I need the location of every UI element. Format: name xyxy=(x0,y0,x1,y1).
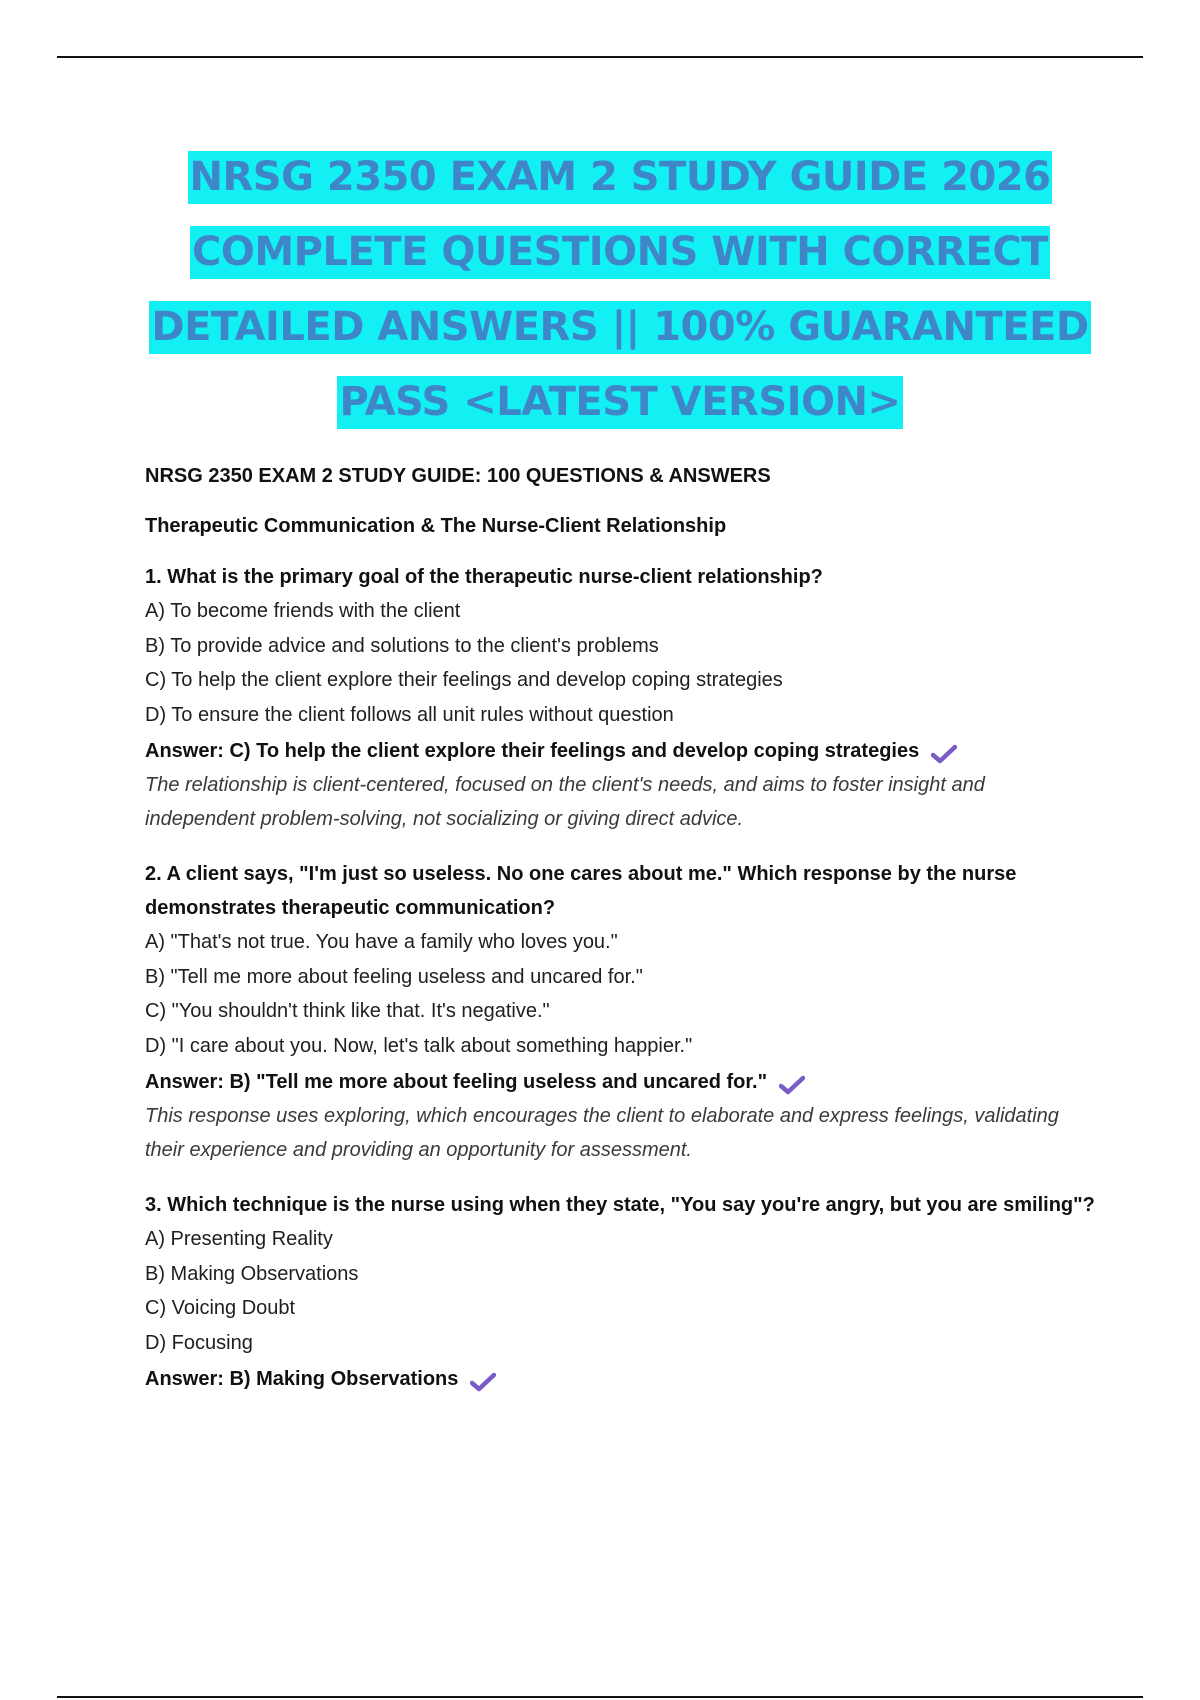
answer-text: Answer: B) "Tell me more about feeling useless and uncared for." xyxy=(145,1071,768,1093)
option-item: B) To provide advice and solutions to the client's problems xyxy=(145,634,659,657)
option-item: C) "You shouldn't think like that. It's negative." xyxy=(145,1000,550,1022)
section-heading: Therapeutic Communication & The Nurse-Client Relationship xyxy=(145,515,727,537)
title-line: PASS <LATEST VERSION> xyxy=(337,376,902,429)
title-line: DETAILED ANSWERS || 100% GUARANTEED xyxy=(149,301,1090,354)
option-item: C) Voicing Doubt xyxy=(145,1297,296,1319)
question-text: 2. A client says, "I'm just so useless. No one cares about me." Which response by the nurse demonstrates therapeutic communication? xyxy=(145,863,1017,919)
option-list xyxy=(145,925,1095,1063)
checkmark-icon xyxy=(931,741,957,761)
checkmark-icon xyxy=(779,1072,805,1092)
question-block xyxy=(145,560,1095,836)
title-line: COMPLETE QUESTIONS WITH CORRECT xyxy=(190,226,1050,279)
answer-line xyxy=(145,734,1095,768)
question-block xyxy=(145,1188,1095,1396)
option-item: A) "That's not true. You have a family who loves you." xyxy=(145,931,618,953)
option-item: A) Presenting Reality xyxy=(145,1228,333,1250)
option-list xyxy=(145,1222,1095,1360)
guide-heading: NRSG 2350 EXAM 2 STUDY GUIDE: 100 QUESTIONS & ANSWERS xyxy=(145,465,771,487)
option-item: D) To ensure the client follows all unit rules without question xyxy=(145,703,674,726)
question-text: 3. Which technique is the nurse using when they state, "You say you're angry, but you are smiling"? xyxy=(145,1194,1095,1216)
option-item: D) "I care about you. Now, let's talk about something happier." xyxy=(145,1034,693,1057)
answer-line xyxy=(145,1362,1095,1396)
bottom-rule xyxy=(57,1696,1143,1698)
top-rule xyxy=(57,56,1143,58)
document-title xyxy=(145,140,1095,440)
option-item: A) To become friends with the client xyxy=(145,600,461,622)
option-list xyxy=(145,594,1095,732)
option-item: B) Making Observations xyxy=(145,1262,359,1285)
option-item: B) "Tell me more about feeling useless and uncared for." xyxy=(145,965,643,988)
answer-text: Answer: B) Making Observations xyxy=(145,1368,459,1390)
rationale-text: This response uses exploring, which encourages the client to elaborate and express feelings, validating their experience and providing an opportunity for assessment. xyxy=(145,1105,1059,1161)
option-item: D) Focusing xyxy=(145,1331,253,1354)
document-body xyxy=(145,140,1095,1396)
answer-text: Answer: C) To help the client explore their feelings and develop coping strategies xyxy=(145,740,920,762)
question-block xyxy=(145,857,1095,1167)
checkmark-icon xyxy=(470,1369,496,1389)
option-item: C) To help the client explore their feelings and develop coping strategies xyxy=(145,669,783,691)
question-text: 1. What is the primary goal of the therapeutic nurse-client relationship? xyxy=(145,566,823,588)
title-line: NRSG 2350 EXAM 2 STUDY GUIDE 2026 xyxy=(188,151,1053,204)
answer-line xyxy=(145,1065,1095,1099)
rationale-text: The relationship is client-centered, focused on the client's needs, and aims to foster insight and independent problem-solving, not socializing or giving direct advice. xyxy=(145,774,985,830)
